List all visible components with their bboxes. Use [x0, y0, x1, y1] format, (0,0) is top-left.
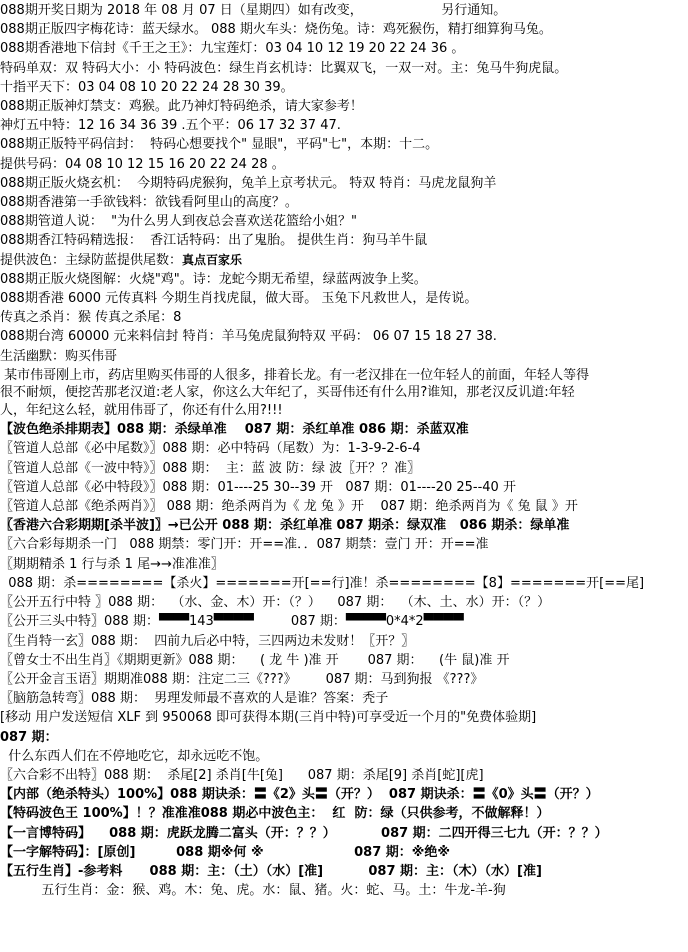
- info-line-text: 088期香港地下信封《千王之王》：九宝莲灯：03 04 10 12 19 20 22 24 36 。: [0, 41, 465, 56]
- forecast-line-text: 【一言博特码】 088 期：虎跃龙腾二富头（开：？？） 087 期：二四开得三七九（开：？？）: [0, 826, 608, 841]
- forecast-line-text: 〖生肖特一玄〗088 期： 四前九后必中特，三四两边未发财！〖开？〗: [0, 634, 415, 649]
- info-line: [0, 175, 688, 192]
- forecast-line-text: 〖管道人总部《必中特段》〗088 期：01----25 30--39 开 087 期：01----20 25--40 开: [0, 480, 516, 495]
- forecast-line-text: 【内部（绝杀特头）100%】088 期诀杀：〓《2》头〓（开？） 087 期诀杀：〓《0》头〓（开？）: [0, 787, 599, 802]
- info-line: [0, 60, 688, 77]
- forecast-line: [0, 575, 688, 592]
- forecast-line: [0, 633, 688, 650]
- forecast-line: [0, 594, 688, 611]
- info-line: [0, 98, 688, 115]
- info-line-text: 088期香港第一手欲钱料：欲钱看阿里山的高度？。: [0, 195, 298, 210]
- forecast-line: [0, 882, 688, 899]
- info-line: [0, 271, 688, 288]
- info-line-text: 提供号码：04 08 10 12 15 16 20 22 24 28 。: [0, 157, 285, 172]
- forecast-line: [0, 671, 688, 688]
- info-line: [0, 79, 688, 96]
- forecast-line: [0, 863, 688, 880]
- forecast-line-text: 〖六合彩不出特〗088 期： 杀尾[2] 杀肖[牛[兔] 087 期：杀尾[9] 杀肖[蛇][虎]: [0, 768, 484, 783]
- forecast-line: [0, 440, 688, 457]
- forecast-line-text: 【一字解特码】：[原创] 088 期※何 ※ 087 期：※绝※: [0, 845, 451, 860]
- forecast-line: [0, 825, 688, 842]
- joke-paragraph-line: 人，年纪这么轻，就用伟哥了，你还有什么用?!!!: [0, 403, 283, 418]
- forecast-line-text: 五行生肖：金：猴、鸡。木：兔、虎。水：鼠、猪。火：蛇、马。土：牛龙-羊-狗: [0, 883, 506, 898]
- info-line: [0, 117, 688, 134]
- forecast-line: [0, 556, 688, 573]
- info-line-text: 088期正版神灯禁支：鸡猴。此乃神灯特码绝杀，请大家参考！: [0, 99, 363, 114]
- forecast-line: [0, 690, 688, 707]
- joke-paragraph-line: 很不耐烦，便挖苦那老汉道:老人家，你这么大年纪了，买哥伟还有什么用?谁知，那老汉反讥道:年轻: [0, 385, 575, 400]
- info-line: [0, 2, 688, 19]
- signature-mark: 真点百家乐: [182, 253, 243, 267]
- forecast-line-text: 〖期期精杀 1 行与杀 1 尾→→准准准〗: [0, 557, 224, 572]
- forecast-line-text: 088 期：杀========【杀火】=======开[==行]准！杀========【8】=======开[==尾]: [0, 576, 645, 591]
- forecast-line: [0, 709, 688, 726]
- forecast-line: [0, 805, 688, 822]
- forecast-line: [0, 536, 688, 553]
- forecast-line-text: 〖管道人总部《一波中特》〗088 期： 主：蓝 波 防：绿 波〖开？？准〗: [0, 461, 421, 476]
- info-line: [0, 252, 688, 269]
- forecast-line-text: 087 期：: [0, 730, 58, 745]
- forecast-line: [0, 421, 688, 438]
- info-line: [0, 348, 688, 365]
- info-line-text: 088期正版四字梅花诗：蓝天绿水。 088 期火车头：烧伤兔。诗：鸡死猴伤，精打细算狗马兔。: [0, 22, 552, 37]
- info-line-text: 088期香港 6000 元传真料 今期生肖找虎鼠，做大哥。 玉兔下凡救世人，是传说。: [0, 291, 478, 306]
- info-line-text: 088期正版火烧玄机： 今期特码虎猴狗，兔羊上京考状元。 特双 特肖：马虎龙鼠狗羊: [0, 176, 497, 191]
- info-line-text: 088期正版火烧图解：火烧"鸡"。诗：龙蛇今期无希望，绿蓝两波争上奖。: [0, 272, 427, 287]
- info-line: [0, 194, 688, 211]
- forecast-line: [0, 498, 688, 515]
- info-line: [0, 328, 688, 345]
- forecast-line-text: [移动 用户发送短信 XLF 到 950068 即可获得本期(三肖中特)可享受近一个月的"免费体验期]: [0, 710, 537, 725]
- info-line-text: 神灯五中特：12 16 34 36 39 .五个平：06 17 32 37 47.: [0, 118, 341, 133]
- forecast-line: [0, 652, 688, 669]
- info-line-text: 提供波色：主绿防蓝提供尾数：: [0, 253, 183, 268]
- info-line: [0, 156, 688, 173]
- info-line: [0, 136, 688, 153]
- info-line: [0, 290, 688, 307]
- forecast-line-text: 〖脑筋急转弯〗088 期： 男理发师最不喜欢的人是谁？答案：秃子: [0, 691, 389, 706]
- info-line-text: 生活幽默：购买伟哥: [0, 349, 118, 364]
- forecast-line-text: 什么东西人们在不停地吃它，却永远吃不饱。: [0, 749, 269, 764]
- info-line-text: 传真之杀肖：猴 传真之杀尾：8: [0, 310, 182, 325]
- forecast-line-text: 〖六合彩每期杀一门 088 期禁：零门开：开==准．．087 期禁：壹门 开：开==准: [0, 537, 489, 552]
- forecast-line: [0, 729, 688, 746]
- info-line: [0, 40, 688, 57]
- info-line: [0, 21, 688, 38]
- info-line: [0, 213, 688, 230]
- forecast-line: [0, 786, 688, 803]
- forecast-line-text: 〖香港六合彩期期[杀半波]〗→已公开 088 期：杀红单准 087 期杀：绿双准 086 期杀：绿单准: [0, 518, 570, 533]
- forecast-line: [0, 844, 688, 861]
- forecast-line-text: 〖公开金言玉语〗期期准088 期：注定二三《???》 087 期：马到狗报 《???》: [0, 672, 484, 687]
- info-line-text: 特码单双：双 特码大小：小 特码波色：绿生肖玄机诗：比翼双飞，一双一对。主：兔马牛狗虎鼠。: [0, 61, 568, 76]
- forecast-line-text: 【特码波色王 100%】！？准准准088 期必中波色主： 红 防：绿（只供参考，不做解释！）: [0, 806, 550, 821]
- info-line-text: 088期开奖日期为 2018 年 08 月 07 日（星期四）如有改变， 另行通知。: [0, 3, 507, 18]
- forecast-line: [0, 460, 688, 477]
- forecast-line-text: 【五行生肖】-参考料 088 期：主：（土）（水）[准] 087 期：主：（木）（水）[准]: [0, 864, 542, 879]
- info-line: [0, 232, 688, 249]
- info-line-text: 088期香江特码精选报： 香江话特码：出了鬼胎。 提供生肖：狗马羊牛鼠: [0, 233, 428, 248]
- forecast-line-text: 〖管道人总部《必中尾数》〗088 期：必中特码（尾数）为：1-3-9-2-6-4: [0, 441, 421, 456]
- forecast-line-text: 〖公开五行中特 〗088 期： （水、金、木）开：（？） 087 期： （木、土、水）开：（？）: [0, 595, 551, 610]
- info-line: [0, 309, 688, 326]
- forecast-line: [0, 479, 688, 496]
- forecast-line-text: 【波色绝杀排期表】088 期：杀绿单准 087 期：杀红单准 086 期：杀蓝双准: [0, 422, 469, 437]
- info-line-text: 088期正版特平码信封： 特码心想要找个" 显眼"，平码"七"，本期：十二。: [0, 137, 439, 152]
- forecast-line: [0, 517, 688, 534]
- joke-paragraph-line: 某市伟哥刚上市，药店里购买伟哥的人很多，排着长龙。有一老汉排在一位年轻人的前面，年轻人等得: [0, 368, 590, 383]
- forecast-line-text: 〖公开三头中特〗088 期：▀▀▀143▀▀▀▀ 087 期：▀▀▀▀0*4*2▀▀▀▀: [0, 614, 464, 629]
- info-line-text: 十指平天下：03 04 08 10 20 22 24 28 30 39。: [0, 80, 294, 95]
- forecast-line: [0, 748, 688, 765]
- forecast-line: [0, 613, 688, 630]
- info-line-text: 088期管道人说： "为什么男人到夜总会喜欢送花篮给小姐？": [0, 214, 358, 229]
- forecast-line-text: 〖管道人总部《绝杀两肖》〗 088 期：绝杀两肖为《 龙 兔 》开 087 期：绝杀两肖为《 兔 鼠 》开: [0, 499, 578, 514]
- info-line-text: 088期台湾 60000 元来料信封 特肖：羊马兔虎鼠狗特双 平码： 06 07 15 18 27 38.: [0, 329, 497, 344]
- forecast-line-text: 〖曾女士不出生肖〗《期期更新》088 期： ( 龙 牛 )准 开 087 期： (牛 鼠)准 开: [0, 653, 510, 668]
- forecast-line: [0, 767, 688, 784]
